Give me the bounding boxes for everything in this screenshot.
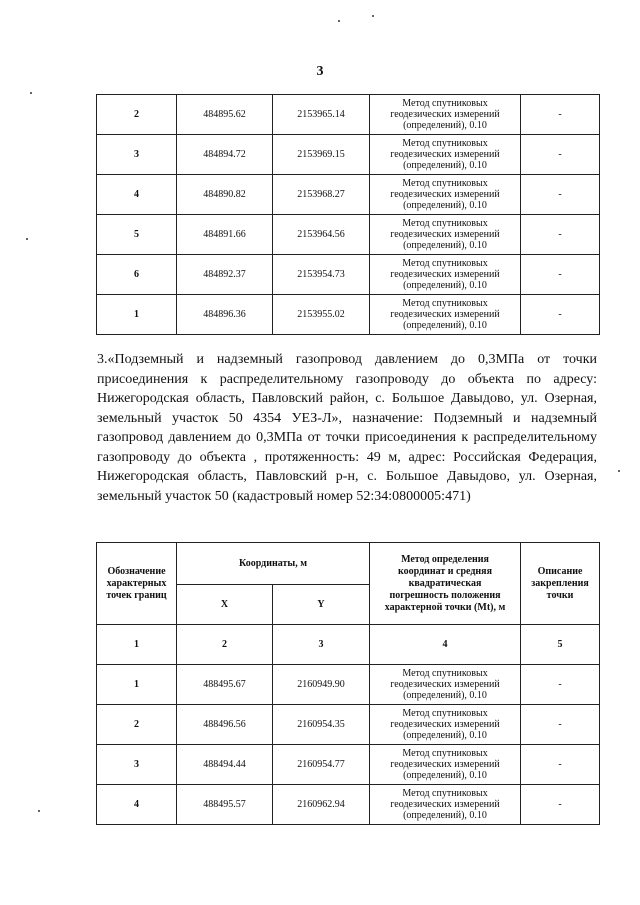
fixing-description: -	[521, 95, 600, 135]
scan-speck	[30, 92, 32, 94]
table-row	[97, 135, 600, 175]
x-coordinate: 484892.37	[177, 255, 273, 295]
column-number: 3	[273, 625, 370, 665]
method-cell: Метод спутниковых геодезических измерений (определений), 0.10	[370, 785, 521, 825]
x-coordinate: 488494.44	[177, 745, 273, 785]
method-cell: Метод спутниковых геодезических измерений (определений), 0.10	[370, 745, 521, 785]
point-number: 2	[97, 95, 177, 135]
y-coordinate: 2160949.90	[273, 665, 370, 705]
method-header: Метод определения координат и средняя квадратическая погрешность положения характерной точки (Mt), м	[370, 543, 521, 625]
y-coordinate: 2153969.15	[273, 135, 370, 175]
scan-speck	[372, 15, 374, 17]
coordinates-table-body	[97, 95, 600, 335]
x-coordinate: 488495.67	[177, 665, 273, 705]
column-number: 1	[97, 625, 177, 665]
y-header: Y	[273, 585, 370, 625]
x-header: X	[177, 585, 273, 625]
y-coordinate: 2153954.73	[273, 255, 370, 295]
column-number: 4	[370, 625, 521, 665]
point-number: 6	[97, 255, 177, 295]
method-cell: Метод спутниковых геодезических измерений (определений), 0.10	[370, 175, 521, 215]
coordinates-header: Координаты, м	[177, 543, 370, 585]
fixing-description: -	[521, 135, 600, 175]
fixing-description: -	[521, 665, 600, 705]
coordinates-table-body	[97, 665, 600, 825]
scan-speck	[38, 810, 40, 812]
method-cell: Метод спутниковых геодезических измерений (определений), 0.10	[370, 665, 521, 705]
y-coordinate: 2160962.94	[273, 785, 370, 825]
table-row	[97, 745, 600, 785]
point-number: 2	[97, 705, 177, 745]
method-cell: Метод спутниковых геодезических измерений (определений), 0.10	[370, 295, 521, 335]
column-number: 5	[521, 625, 600, 665]
x-coordinate: 488495.57	[177, 785, 273, 825]
x-coordinate: 484890.82	[177, 175, 273, 215]
designation-header: Обозначение характерных точек границ	[97, 543, 177, 625]
y-coordinate: 2160954.77	[273, 745, 370, 785]
x-coordinate: 484896.36	[177, 295, 273, 335]
fixing-description: -	[521, 705, 600, 745]
table-row	[97, 785, 600, 825]
point-number: 4	[97, 785, 177, 825]
fixing-description: -	[521, 215, 600, 255]
description-header: Описание закрепления точки	[521, 543, 600, 625]
point-number: 3	[97, 745, 177, 785]
scan-speck	[618, 470, 620, 472]
coordinates-table-continued	[96, 94, 600, 335]
method-cell: Метод спутниковых геодезических измерений (определений), 0.10	[370, 255, 521, 295]
table-row	[97, 175, 600, 215]
point-number: 4	[97, 175, 177, 215]
point-number: 1	[97, 295, 177, 335]
table-row	[97, 95, 600, 135]
page-number: 3	[316, 64, 324, 79]
scan-speck	[26, 238, 28, 240]
x-coordinate: 484891.66	[177, 215, 273, 255]
y-coordinate: 2153964.56	[273, 215, 370, 255]
fixing-description: -	[521, 175, 600, 215]
x-coordinate: 484894.72	[177, 135, 273, 175]
scan-speck	[338, 20, 340, 22]
column-number: 2	[177, 625, 273, 665]
fixing-description: -	[521, 745, 600, 785]
method-cell: Метод спутниковых геодезических измерений (определений), 0.10	[370, 95, 521, 135]
method-cell: Метод спутниковых геодезических измерений (определений), 0.10	[370, 215, 521, 255]
method-cell: Метод спутниковых геодезических измерений (определений), 0.10	[370, 705, 521, 745]
point-number: 3	[97, 135, 177, 175]
y-coordinate: 2153968.27	[273, 175, 370, 215]
table-row	[97, 295, 600, 335]
y-coordinate: 2160954.35	[273, 705, 370, 745]
point-number: 1	[97, 665, 177, 705]
method-cell: Метод спутниковых геодезических измерений (определений), 0.10	[370, 135, 521, 175]
y-coordinate: 2153955.02	[273, 295, 370, 335]
table-row	[97, 705, 600, 745]
table-row	[97, 215, 600, 255]
table-row	[97, 255, 600, 295]
y-coordinate: 2153965.14	[273, 95, 370, 135]
point-number: 5	[97, 215, 177, 255]
coordinates-table	[96, 542, 600, 825]
x-coordinate: 488496.56	[177, 705, 273, 745]
object-description-paragraph: 3.«Подземный и надземный газопровод давлением до 0,3МПа от точки присоединения к распределительному газопроводу до объекта по адресу: Нижегородская область, Павловский район, с. Большое Давыдово, ул. Озерная, земельный участок 50 4354 УЕЗ-Л», назначение: Подземный и надземный газопровод давлением до 0,3МПа от точки присоединения к распределительному газопроводу до объекта , протяженность: 49 м, адрес: Российская Федерация, Нижегородская область, Павловский р-н, с. Большое Давыдово, ул. Озерная, земельный участок 50 (кадастровый номер 52:34:0800005:471)	[97, 352, 597, 504]
fixing-description: -	[521, 785, 600, 825]
fixing-description: -	[521, 255, 600, 295]
fixing-description: -	[521, 295, 600, 335]
table-row	[97, 665, 600, 705]
x-coordinate: 484895.62	[177, 95, 273, 135]
